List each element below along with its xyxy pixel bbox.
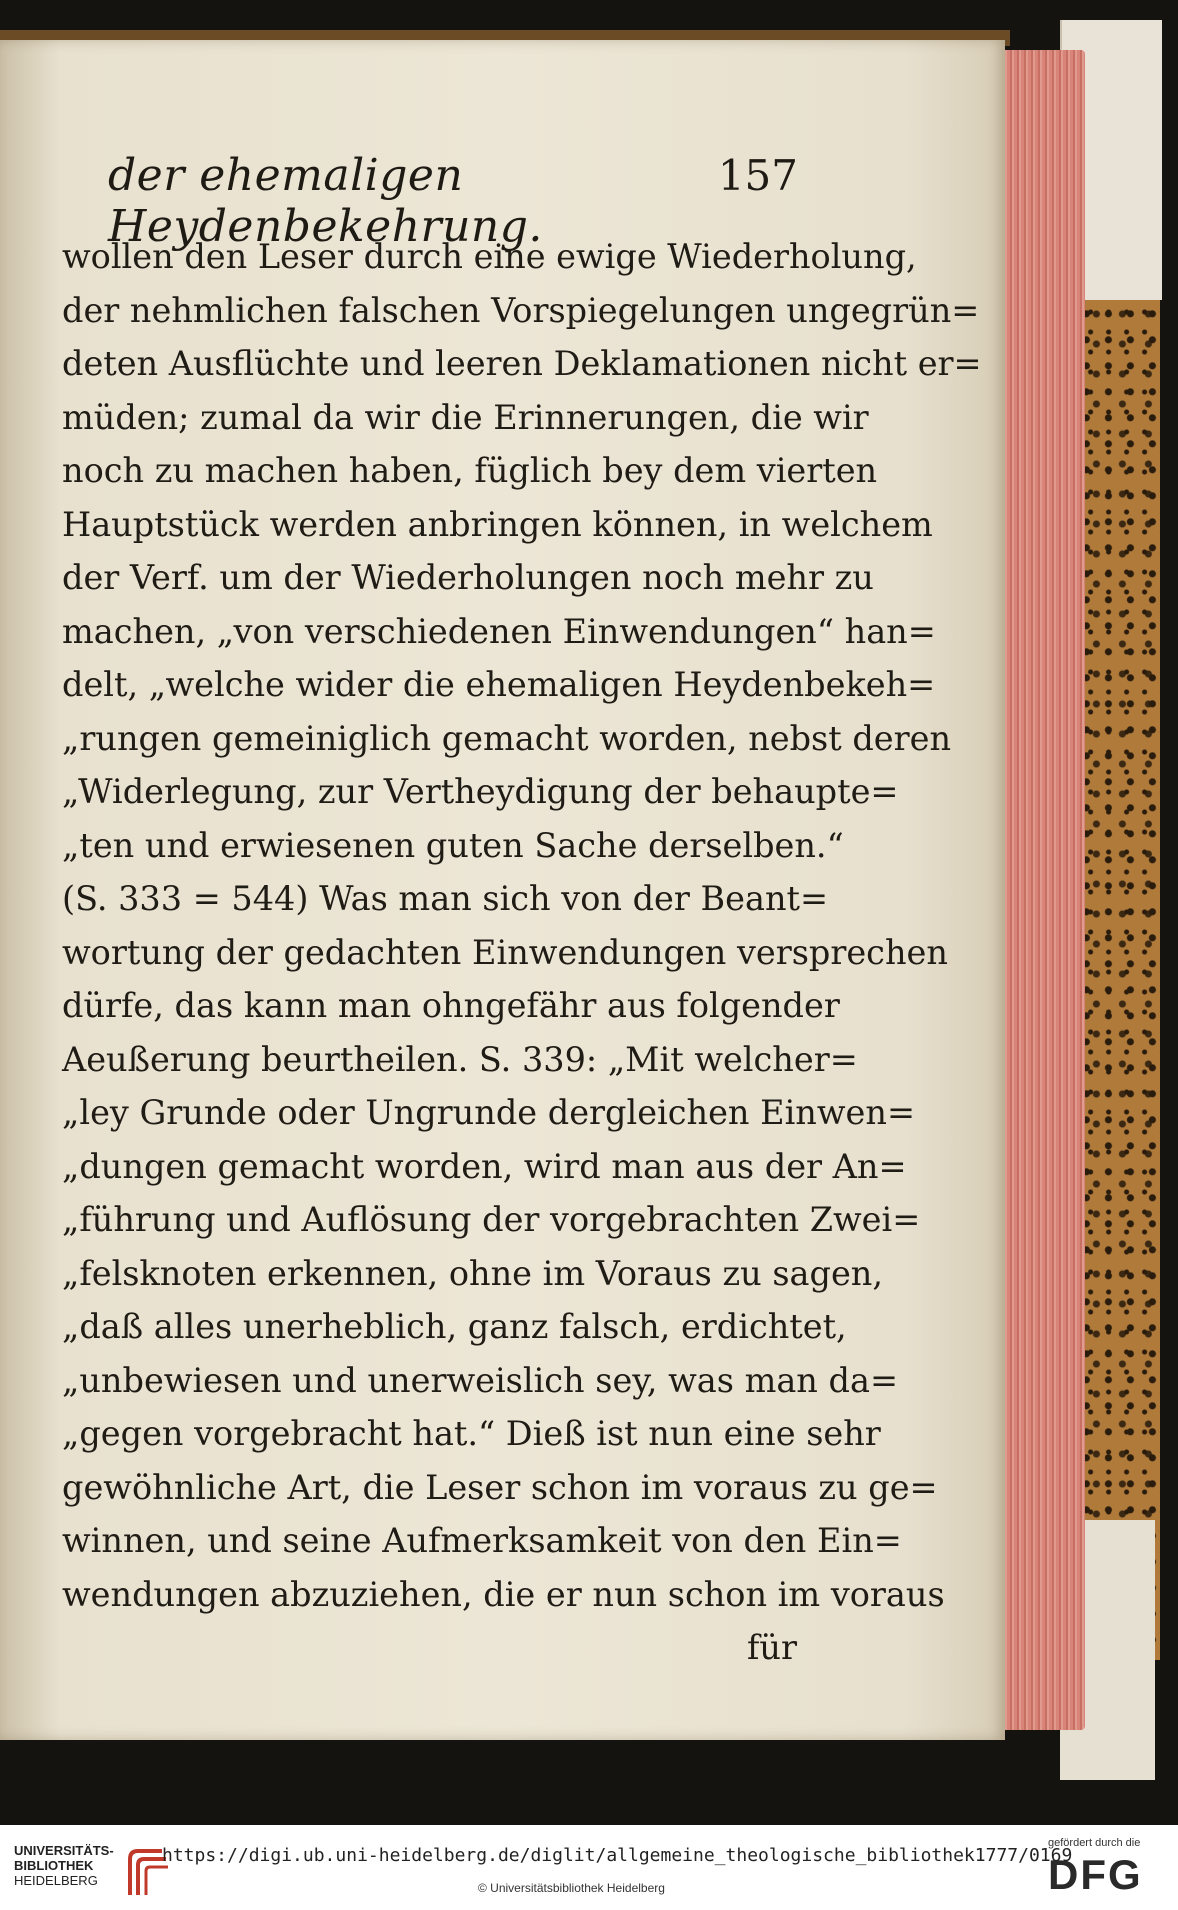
text-line: gewöhnliche Art, die Leser schon im voraus zu ge=: [62, 1467, 938, 1507]
text-line: wollen den Leser durch eine ewige Wiederholung,: [62, 237, 917, 276]
text-line: „felsknoten erkennen, ohne im Voraus zu sagen,: [62, 1253, 883, 1293]
text-line: (S. 333 = 544) Was man sich von der Beant=: [62, 879, 829, 918]
text-line: winnen, und seine Aufmerksamkeit von den Ein=: [62, 1521, 902, 1560]
logo-line-2: BIBLIOTHEK: [14, 1858, 94, 1873]
text-line: „ten und erwiesenen guten Sache derselben.“: [62, 825, 844, 865]
text-line: „führung und Auflösung der vorgebrachten Zwei=: [62, 1200, 921, 1239]
catchword: für: [747, 1628, 797, 1667]
text-line: Hauptstück werden anbringen können, in welchem: [62, 504, 933, 544]
text-line: deten Ausflüchte und leeren Deklamationen nicht er=: [62, 344, 982, 383]
text-line: der Verf. um der Wiederholungen noch mehr zu: [62, 558, 874, 597]
text-line: „gegen vorgebracht hat.“ Dieß ist nun eine sehr: [62, 1414, 881, 1453]
permalink-url[interactable]: https://digi.ub.uni-heidelberg.de/diglit/allgemeine_theologische_bibliothek1777/0169: [162, 1845, 1073, 1866]
text-line: dürfe, das kann man ohngefähr aus folgender: [62, 986, 840, 1025]
text-line: „ley Grunde oder Ungrunde dergleichen Einwen=: [62, 1093, 916, 1132]
text-line: „rungen gemeiniglich gemacht worden, nebst deren: [62, 718, 952, 758]
funder-note: gefördert durch die: [1048, 1837, 1141, 1849]
running-head: der ehemaligen Heydenbekehrung.: [108, 150, 543, 252]
text-line: Aeußerung beurtheilen. S. 339: „Mit welcher=: [62, 1039, 858, 1079]
text-line: der nehmlichen falschen Vorspiegelungen ungegrün=: [62, 290, 980, 330]
library-logo-text: [14, 1843, 124, 1888]
text-line: wortung der gedachten Einwendungen versprechen: [62, 932, 948, 972]
text-line: machen, „von verschiedenen Einwendungen“ han=: [62, 611, 936, 651]
library-logo[interactable]: [14, 1843, 164, 1903]
text-line: „Widerlegung, zur Vertheydigung der behaupte=: [62, 772, 899, 811]
text-line: delt, „welche wider die ehemaligen Heydenbekeh=: [62, 665, 936, 704]
text-line: wendungen abzuziehen, die er nun schon im voraus: [62, 1574, 945, 1614]
logo-line-1: UNIVERSITÄTS-: [14, 1843, 114, 1858]
page-number: 157: [717, 151, 798, 200]
text-line: „dungen gemacht worden, wird man aus der An=: [62, 1146, 907, 1186]
text-line: noch zu machen haben, füglich bey dem vierten: [62, 451, 878, 490]
copyright-notice: © Universitätsbibliothek Heidelberg: [478, 1881, 665, 1895]
viewer-footer: [0, 1825, 1178, 1910]
logo-line-3: HEIDELBERG: [14, 1873, 98, 1888]
dfg-logo[interactable]: DFG: [1048, 1851, 1143, 1898]
page-edges: [1000, 50, 1085, 1730]
text-line: „unbewiesen und unerweislich sey, was man da=: [62, 1360, 899, 1400]
page-header: [108, 150, 798, 252]
text-line: müden; zumal da wir die Erinnerungen, die wir: [62, 397, 869, 437]
body-text: [62, 230, 982, 1675]
text-line: „daß alles unerheblich, ganz falsch, erdichtet,: [62, 1307, 847, 1346]
